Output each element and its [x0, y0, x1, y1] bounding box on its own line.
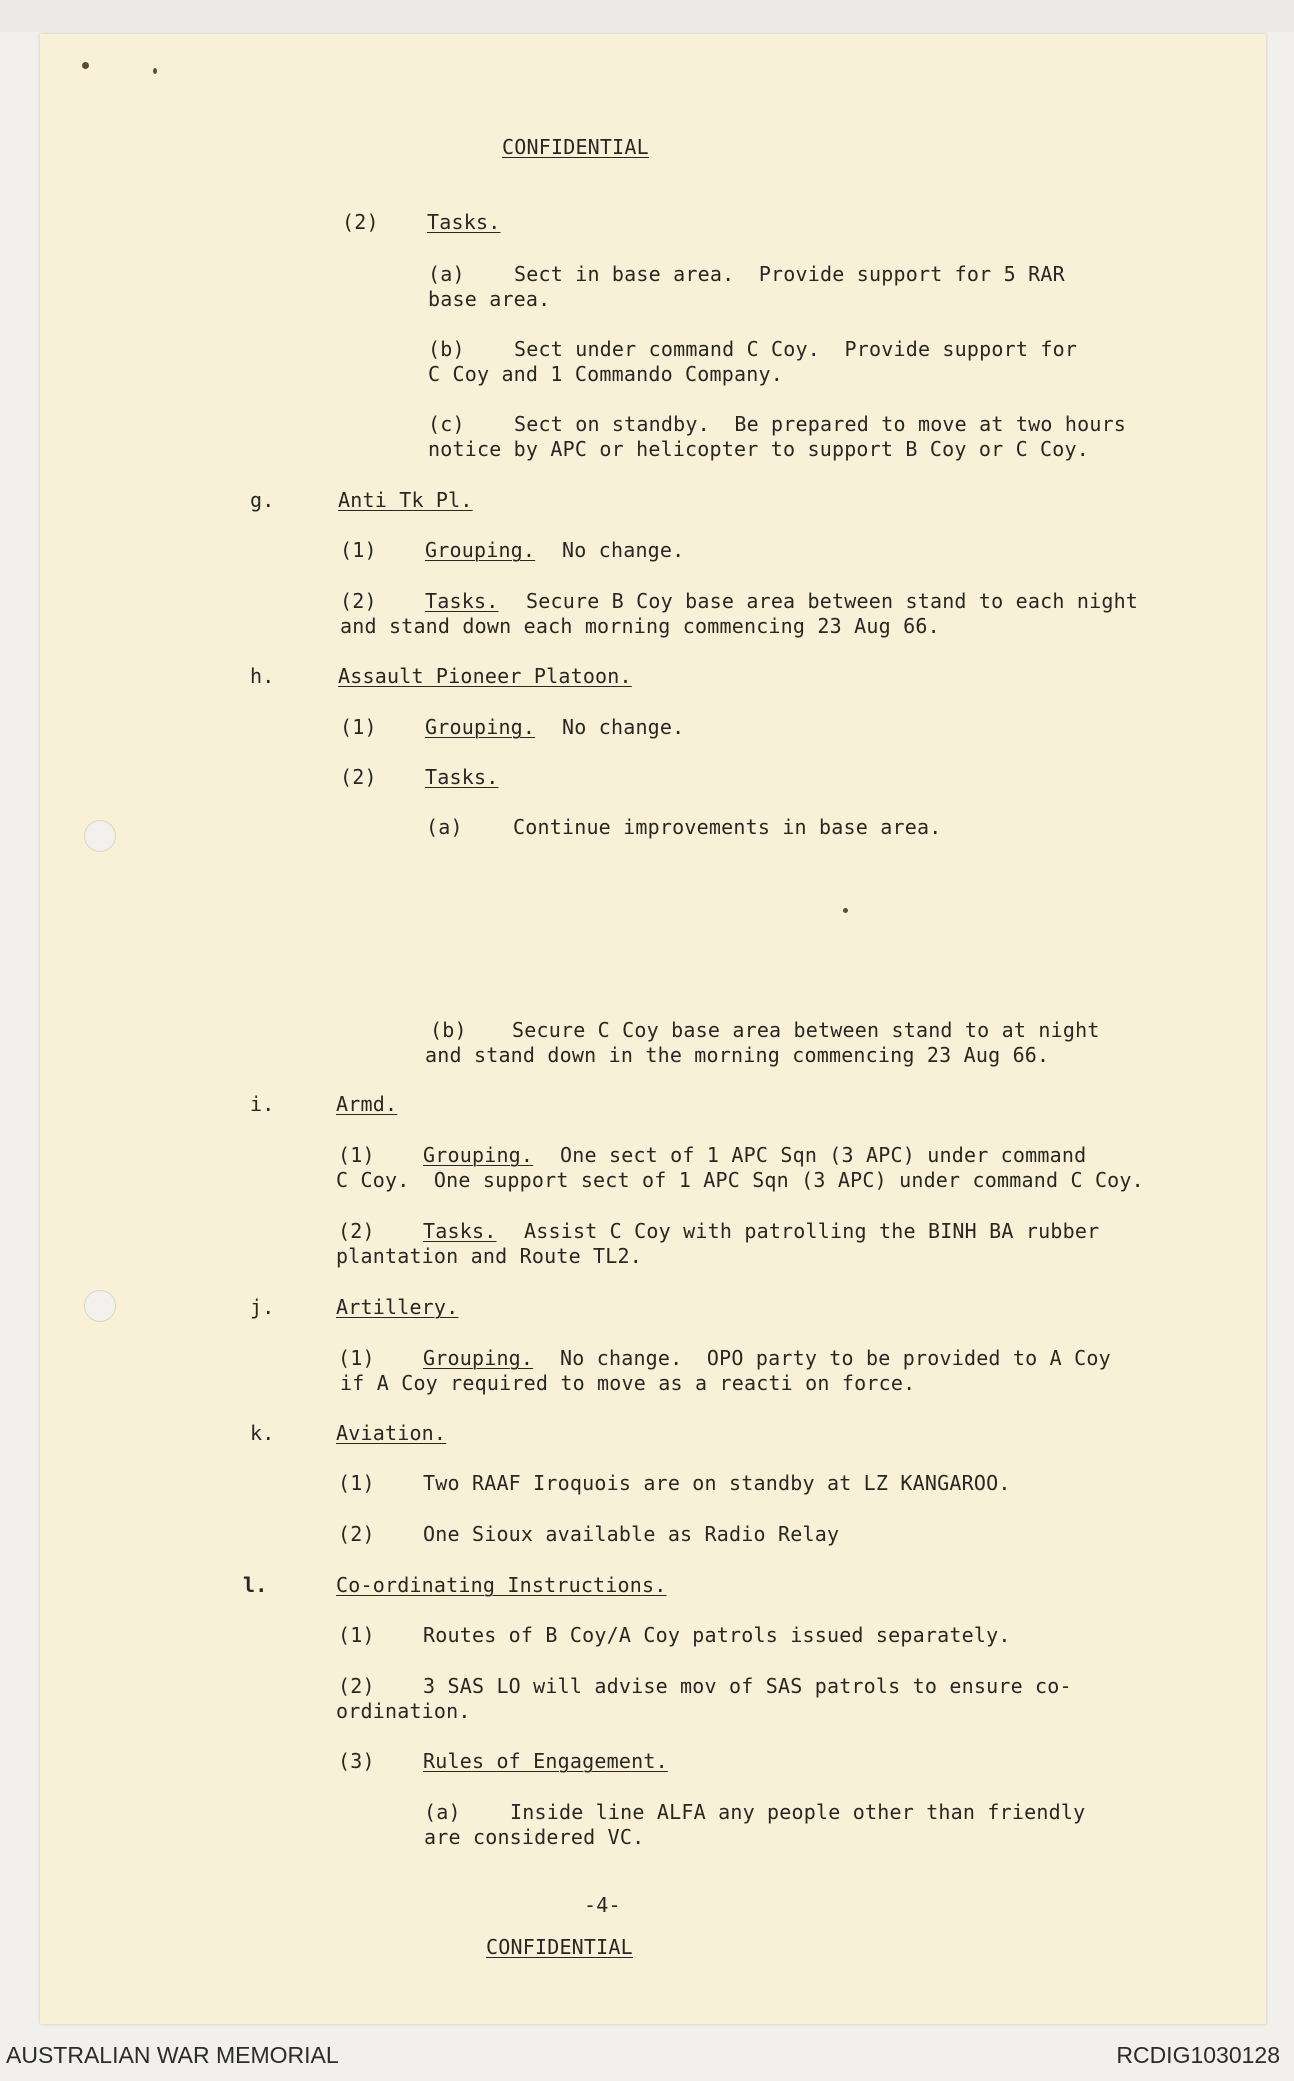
section-title: Anti Tk Pl. — [338, 488, 473, 512]
subpara-text: base area. — [428, 287, 551, 311]
section-letter: i. — [250, 1092, 275, 1116]
subpara-text: are considered VC. — [424, 1825, 645, 1849]
para-text: No change. — [562, 715, 685, 739]
subpara-text: Sect on standby. Be prepared to move at two hours — [514, 412, 1127, 436]
section-title: Co-ordinating Instructions. — [336, 1573, 667, 1597]
para-number: (1) — [338, 1623, 375, 1647]
para-text: 3 SAS LO will advise mov of SAS patrols to ensure co- — [423, 1674, 1072, 1698]
subpara-text: C Coy and 1 Commando Company. — [428, 362, 783, 386]
section-letter: h. — [250, 664, 275, 688]
ink-speck — [82, 62, 89, 69]
para-number: (1) — [338, 1346, 375, 1370]
para-number: (2) — [338, 1219, 375, 1243]
para-heading: Grouping. — [425, 538, 536, 562]
section-letter: l. — [243, 1573, 268, 1597]
para-number: (2) — [340, 589, 377, 613]
para-heading: Tasks. — [425, 589, 499, 613]
para-heading: Tasks. — [425, 765, 499, 789]
para-heading: Grouping. — [423, 1143, 534, 1167]
section-title: Assault Pioneer Platoon. — [338, 664, 632, 688]
header-classification: CONFIDENTIAL — [502, 135, 649, 159]
footer-classification: CONFIDENTIAL — [486, 1935, 633, 1959]
punch-hole — [84, 1290, 116, 1322]
para-text: plantation and Route TL2. — [336, 1244, 643, 1268]
section-letter: k. — [250, 1421, 275, 1445]
subpara-text: notice by APC or helicopter to support B Coy or C Coy. — [428, 437, 1090, 461]
subpara-mark: (a) — [426, 815, 463, 839]
para-heading: Grouping. — [423, 1346, 534, 1370]
para-text: Assist C Coy with patrolling the BINH BA rubber — [524, 1219, 1100, 1243]
ink-speck — [153, 68, 157, 74]
subpara-text: Continue improvements in base area. — [513, 815, 942, 839]
para-text: No change. — [562, 538, 685, 562]
para-number: (1) — [340, 715, 377, 739]
para-number: (2) — [338, 1522, 375, 1546]
section-letter: g. — [250, 488, 275, 512]
section-title: Artillery. — [336, 1295, 459, 1319]
subpara-mark: (b) — [428, 337, 465, 361]
subpara-text: Sect under command C Coy. Provide support for — [514, 337, 1078, 361]
section-title: Aviation. — [336, 1421, 447, 1445]
para-text: One Sioux available as Radio Relay — [423, 1522, 840, 1546]
section-title: Armd. — [336, 1092, 398, 1116]
para-text: No change. OPO party to be provided to A Coy — [560, 1346, 1111, 1370]
para-number: (1) — [338, 1471, 375, 1495]
para-text: One sect of 1 APC Sqn (3 APC) under command — [560, 1143, 1087, 1167]
section-letter: j. — [250, 1295, 275, 1319]
scan-top-strip — [0, 0, 1294, 32]
para-text: if A Coy required to move as a reacti on force. — [340, 1371, 916, 1395]
para-number: (2) — [338, 1674, 375, 1698]
subpara-text: Secure C Coy base area between stand to at night — [512, 1018, 1100, 1042]
para-text: C Coy. One support sect of 1 APC Sqn (3 APC) under command C Coy. — [336, 1168, 1144, 1192]
para-number: (1) — [340, 538, 377, 562]
subpara-mark: (a) — [428, 262, 465, 286]
para-heading: Tasks. — [423, 1219, 497, 1243]
subpara-text: Sect in base area. Provide support for 5 RAR — [514, 262, 1065, 286]
archive-id: RCDIG1030128 — [1116, 2042, 1280, 2068]
para-text: Routes of B Coy/A Coy patrols issued separately. — [423, 1623, 1011, 1647]
para-text: and stand down each morning commencing 23 Aug 66. — [340, 614, 940, 638]
para-heading: Grouping. — [425, 715, 536, 739]
para-number: (2) — [342, 210, 379, 234]
para-number: (2) — [340, 765, 377, 789]
subpara-text: Inside line ALFA any people other than friendly — [510, 1800, 1086, 1824]
subpara-text: and stand down in the morning commencing 23 Aug 66. — [425, 1043, 1050, 1067]
para-heading: Tasks. — [427, 210, 501, 234]
para-heading: Rules of Engagement. — [423, 1749, 668, 1773]
punch-hole — [84, 820, 116, 852]
para-number: (3) — [338, 1749, 375, 1773]
page-number: -4- — [584, 1893, 621, 1917]
subpara-mark: (a) — [424, 1800, 461, 1824]
para-number: (1) — [338, 1143, 375, 1167]
ink-speck — [843, 908, 848, 913]
subpara-mark: (b) — [430, 1018, 467, 1042]
para-text: Two RAAF Iroquois are on standby at LZ KANGAROO. — [423, 1471, 1011, 1495]
para-text: Secure B Coy base area between stand to each night — [526, 589, 1139, 613]
para-text: ordination. — [336, 1699, 471, 1723]
subpara-mark: (c) — [428, 412, 465, 436]
archive-label: AUSTRALIAN WAR MEMORIAL — [6, 2042, 339, 2068]
